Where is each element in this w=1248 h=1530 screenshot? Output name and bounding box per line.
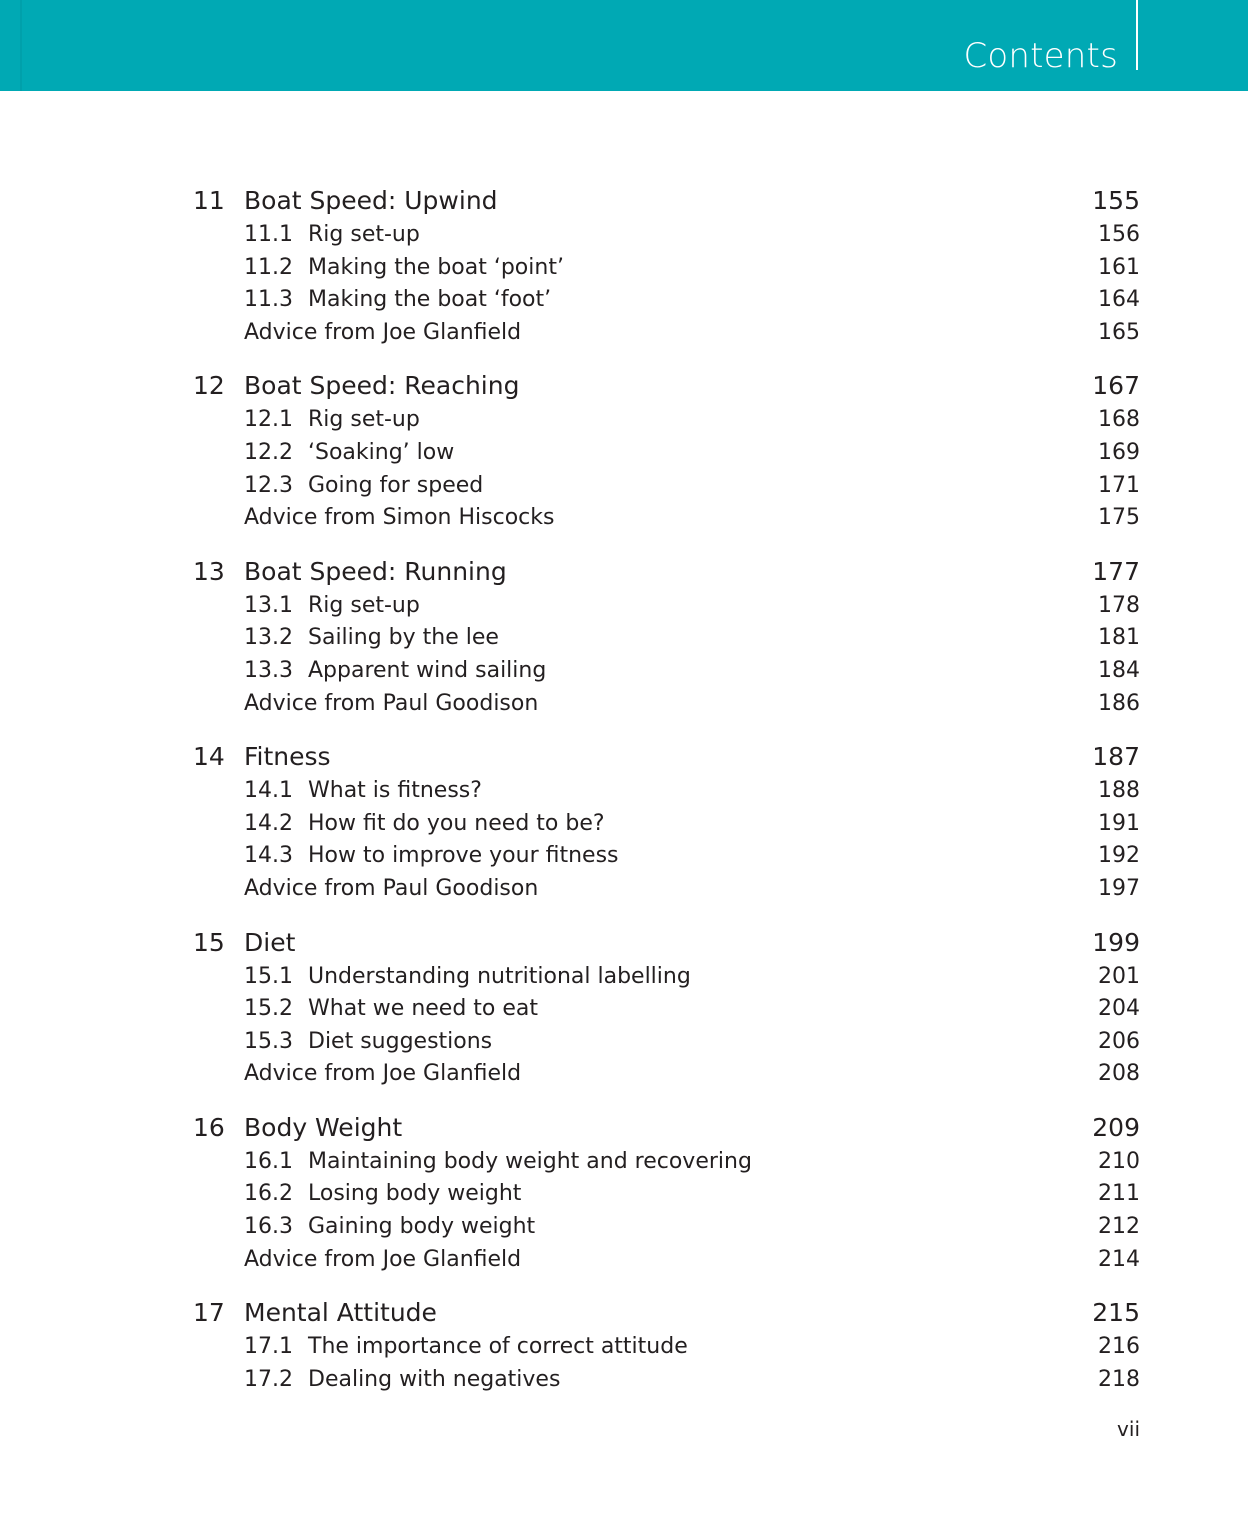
advice-title: Advice from Joe Glanfield bbox=[244, 319, 522, 345]
advice-title: Advice from Simon Hiscocks bbox=[244, 505, 555, 531]
chapter-title: Fitness bbox=[244, 742, 331, 772]
page-title: Contents bbox=[963, 36, 1118, 76]
section-page: 218 bbox=[1098, 1366, 1140, 1392]
section-entry[interactable] bbox=[193, 1211, 1140, 1244]
toc-chapter bbox=[193, 554, 1140, 720]
chapter-title: Boat Speed: Running bbox=[244, 556, 507, 586]
section-title: Understanding nutritional labelling bbox=[308, 963, 691, 989]
section-entry[interactable] bbox=[193, 470, 1140, 503]
table-of-contents bbox=[193, 183, 1140, 1415]
advice-page: 165 bbox=[1098, 319, 1140, 345]
chapter-title: Body Weight bbox=[244, 1112, 403, 1142]
section-page: 171 bbox=[1098, 472, 1140, 498]
section-page: 181 bbox=[1098, 625, 1140, 651]
section-title: The importance of correct attitude bbox=[308, 1334, 688, 1360]
section-title: Rig set-up bbox=[308, 222, 420, 247]
section-entry[interactable] bbox=[193, 775, 1140, 808]
advice-page: 208 bbox=[1098, 1061, 1140, 1087]
section-title: Diet suggestions bbox=[308, 1028, 493, 1054]
chapter-entry[interactable] bbox=[193, 739, 1140, 775]
section-page: 168 bbox=[1098, 407, 1140, 433]
section-page: 201 bbox=[1098, 963, 1140, 989]
section-number: 16.2 bbox=[244, 1181, 293, 1207]
advice-page: 197 bbox=[1098, 875, 1140, 901]
chapter-number: 16 bbox=[193, 1112, 225, 1142]
section-entry[interactable] bbox=[193, 655, 1140, 688]
section-page: 206 bbox=[1098, 1028, 1140, 1054]
section-page: 188 bbox=[1098, 778, 1140, 804]
advice-title: Advice from Joe Glanfield bbox=[244, 1061, 522, 1087]
chapter-page: 199 bbox=[1092, 927, 1140, 957]
section-entry[interactable] bbox=[193, 284, 1140, 317]
chapter-number: 12 bbox=[193, 371, 225, 401]
section-page: 211 bbox=[1098, 1181, 1140, 1207]
section-number: 14.3 bbox=[244, 843, 293, 869]
chapter-number: 14 bbox=[193, 742, 225, 772]
section-entry[interactable] bbox=[193, 1331, 1140, 1364]
section-title: Going for speed bbox=[308, 472, 484, 498]
section-title: Rig set-up bbox=[308, 592, 420, 618]
advice-title: Advice from Paul Goodison bbox=[244, 875, 539, 901]
section-title: What we need to eat bbox=[308, 996, 539, 1022]
section-page: 178 bbox=[1098, 592, 1140, 618]
advice-entry[interactable] bbox=[193, 502, 1140, 535]
section-page: 192 bbox=[1098, 843, 1140, 869]
section-title: ‘Soaking’ low bbox=[308, 439, 455, 465]
chapter-entry[interactable] bbox=[193, 925, 1140, 961]
section-number: 14.1 bbox=[244, 778, 293, 804]
section-title: How fit do you need to be? bbox=[308, 810, 605, 836]
section-entry[interactable] bbox=[193, 808, 1140, 841]
advice-title: Advice from Joe Glanfield bbox=[244, 1246, 522, 1272]
section-title: Rig set-up bbox=[308, 407, 420, 433]
section-number: 12.2 bbox=[244, 439, 293, 465]
header-edge-line bbox=[20, 0, 22, 91]
section-number: 13.3 bbox=[244, 657, 293, 683]
section-entry[interactable] bbox=[193, 404, 1140, 437]
section-number: 12.3 bbox=[244, 472, 293, 498]
section-page: 191 bbox=[1098, 810, 1140, 836]
advice-page: 186 bbox=[1098, 690, 1140, 716]
chapter-entry[interactable] bbox=[193, 1110, 1140, 1146]
chapter-title: Boat Speed: Reaching bbox=[244, 371, 520, 401]
section-entry[interactable] bbox=[193, 1026, 1140, 1059]
section-number: 11.1 bbox=[244, 222, 293, 247]
section-entry[interactable] bbox=[193, 961, 1140, 994]
chapter-number: 13 bbox=[193, 556, 225, 586]
section-entry[interactable] bbox=[193, 622, 1140, 655]
section-number: 17.2 bbox=[244, 1366, 293, 1392]
section-number: 16.1 bbox=[244, 1148, 293, 1174]
toc-chapter bbox=[193, 1295, 1140, 1396]
section-number: 14.2 bbox=[244, 810, 293, 836]
section-title: Sailing by the lee bbox=[308, 625, 499, 651]
advice-entry[interactable] bbox=[193, 1058, 1140, 1091]
header-band bbox=[0, 0, 1248, 91]
chapter-entry[interactable] bbox=[193, 368, 1140, 404]
chapter-entry[interactable] bbox=[193, 183, 1140, 219]
section-title: Dealing with negatives bbox=[308, 1366, 561, 1392]
section-entry[interactable] bbox=[193, 1178, 1140, 1211]
section-number: 12.1 bbox=[244, 407, 293, 433]
section-title: What is fitness? bbox=[308, 778, 482, 804]
section-number: 13.1 bbox=[244, 592, 293, 618]
chapter-title: Diet bbox=[244, 927, 296, 957]
section-page: 184 bbox=[1098, 657, 1140, 683]
section-title: Apparent wind sailing bbox=[308, 657, 547, 683]
section-page: 204 bbox=[1098, 996, 1140, 1022]
advice-page: 214 bbox=[1098, 1246, 1140, 1272]
chapter-page: 177 bbox=[1092, 556, 1140, 586]
section-number: 15.2 bbox=[244, 996, 293, 1022]
chapter-title: Mental Attitude bbox=[244, 1298, 437, 1328]
toc-chapter bbox=[193, 739, 1140, 905]
page-number: vii bbox=[1117, 1417, 1140, 1441]
section-entry[interactable] bbox=[193, 590, 1140, 623]
section-entry[interactable] bbox=[193, 437, 1140, 470]
chapter-entry[interactable] bbox=[193, 1295, 1140, 1331]
header-divider bbox=[1136, 0, 1138, 70]
section-page: 216 bbox=[1098, 1334, 1140, 1360]
chapter-number: 17 bbox=[193, 1298, 225, 1328]
section-page: 169 bbox=[1098, 439, 1140, 465]
section-entry[interactable] bbox=[193, 1364, 1140, 1397]
section-title: How to improve your fitness bbox=[308, 843, 619, 869]
chapter-page: 187 bbox=[1092, 742, 1140, 772]
section-title: Maintaining body weight and recovering bbox=[308, 1148, 752, 1174]
advice-entry[interactable] bbox=[193, 873, 1140, 906]
section-page: 210 bbox=[1098, 1148, 1140, 1174]
section-entry[interactable] bbox=[193, 1146, 1140, 1179]
chapter-number: 11 bbox=[193, 186, 225, 215]
section-page: 212 bbox=[1098, 1214, 1140, 1240]
advice-entry[interactable] bbox=[193, 1244, 1140, 1277]
section-title: Losing body weight bbox=[308, 1181, 522, 1207]
advice-entry[interactable] bbox=[193, 317, 1140, 350]
section-entry[interactable] bbox=[193, 252, 1140, 285]
section-number: 16.3 bbox=[244, 1214, 293, 1240]
section-title: Making the boat ‘foot’ bbox=[308, 287, 552, 313]
section-title: Making the boat ‘point’ bbox=[308, 254, 564, 280]
section-entry[interactable] bbox=[193, 219, 1140, 252]
chapter-page: 155 bbox=[1092, 186, 1140, 215]
chapter-page: 215 bbox=[1092, 1298, 1140, 1328]
advice-entry[interactable] bbox=[193, 688, 1140, 721]
chapter-title: Boat Speed: Upwind bbox=[244, 186, 498, 215]
advice-page: 175 bbox=[1098, 505, 1140, 531]
section-page: 164 bbox=[1098, 287, 1140, 313]
chapter-number: 15 bbox=[193, 927, 225, 957]
section-number: 15.1 bbox=[244, 963, 293, 989]
section-number: 11.2 bbox=[244, 254, 293, 280]
section-page: 161 bbox=[1098, 254, 1140, 280]
toc-chapter bbox=[193, 368, 1140, 534]
section-number: 11.3 bbox=[244, 287, 293, 313]
section-number: 13.2 bbox=[244, 625, 293, 651]
section-entry[interactable] bbox=[193, 840, 1140, 873]
chapter-entry[interactable] bbox=[193, 554, 1140, 590]
section-entry[interactable] bbox=[193, 993, 1140, 1026]
toc-chapter bbox=[193, 925, 1140, 1091]
section-number: 15.3 bbox=[244, 1028, 293, 1054]
chapter-page: 167 bbox=[1092, 371, 1140, 401]
section-number: 17.1 bbox=[244, 1334, 293, 1360]
toc-chapter bbox=[193, 1110, 1140, 1276]
chapter-page: 209 bbox=[1092, 1112, 1140, 1142]
advice-title: Advice from Paul Goodison bbox=[244, 690, 539, 716]
section-page: 156 bbox=[1098, 222, 1140, 247]
section-title: Gaining body weight bbox=[308, 1214, 536, 1240]
toc-chapter bbox=[193, 183, 1140, 349]
